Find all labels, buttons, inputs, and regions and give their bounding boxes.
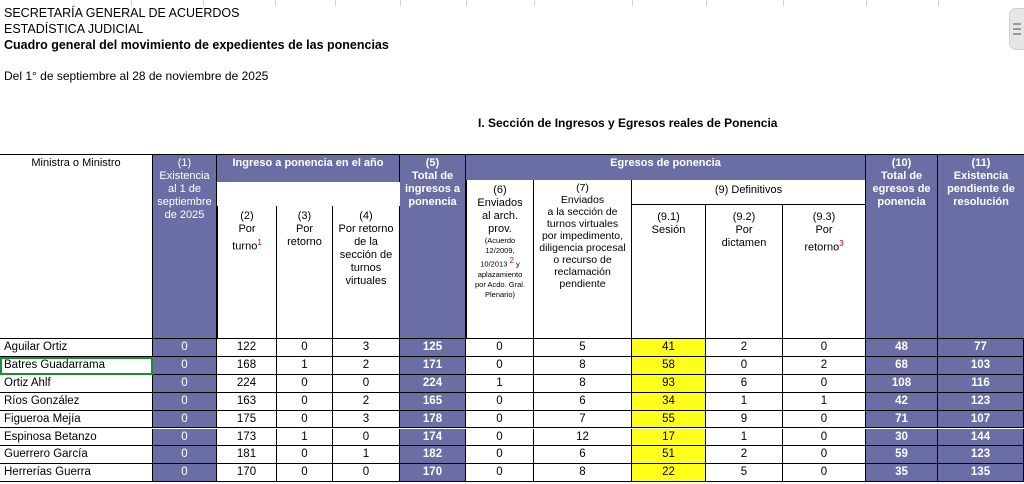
value-cell[interactable]: 0 (466, 464, 534, 482)
header-egresos-label: Egresos de ponencia (610, 157, 721, 169)
value-cell[interactable]: 144 (938, 429, 1024, 447)
header-archivo-note: (Acuerdo (484, 236, 516, 245)
header-enviados-virtuales (534, 180, 632, 339)
value-cell[interactable]: 35 (866, 464, 938, 482)
value-cell[interactable]: 123 (938, 446, 1024, 464)
header-por-retorno-line: retorno (287, 236, 322, 248)
value-cell[interactable]: 0 (466, 393, 534, 411)
value-cell[interactable]: 34 (632, 393, 706, 411)
header-existencia-pendiente-line: pendiente de (947, 183, 1015, 195)
value-cell[interactable]: 0 (153, 446, 217, 464)
header-retorno-virtuales-line: (4) (359, 210, 373, 222)
header-existencia (153, 154, 217, 339)
header-enviados-virtuales-line: a la sección de (547, 206, 618, 218)
header-line-2: ESTADÍSTICA JUDICIAL (4, 22, 144, 36)
value-cell[interactable]: 0 (153, 429, 217, 447)
value-cell[interactable]: 175 (217, 411, 277, 429)
header-retorno-virtuales (333, 206, 400, 339)
value-cell[interactable]: 71 (866, 411, 938, 429)
value-cell[interactable]: 55 (632, 411, 706, 429)
value-cell[interactable]: 42 (866, 393, 938, 411)
header-enviados-virtuales-line: pendiente (559, 278, 606, 290)
value-cell[interactable]: 5 (534, 339, 632, 357)
header-total-ingresos (400, 154, 466, 339)
value-cell[interactable]: 41 (632, 339, 706, 357)
header-archivo-provisional (466, 180, 534, 339)
report-period: Del 1° de septiembre al 28 de noviembre de 2025 (4, 69, 269, 83)
value-cell[interactable]: 51 (632, 446, 706, 464)
header-retorno-virtuales-line: Por retorno (338, 223, 394, 235)
header-total-ingresos-line: Total de (411, 170, 454, 182)
header-existencia-line: septiembre (157, 196, 212, 208)
value-cell[interactable]: 0 (277, 339, 333, 357)
header-existencia-line: (1) (177, 157, 192, 169)
value-cell[interactable]: 163 (217, 393, 277, 411)
value-cell[interactable]: 170 (400, 464, 466, 482)
header-archivo-note-tail: y (513, 259, 520, 269)
data-table (0, 154, 1024, 484)
value-cell[interactable]: 173 (217, 429, 277, 447)
value-cell[interactable]: 1 (706, 429, 783, 447)
value-cell[interactable]: 0 (466, 339, 534, 357)
header-retorno-definitivo (783, 205, 866, 339)
value-cell[interactable]: 6 (706, 375, 783, 393)
value-cell[interactable]: 181 (217, 446, 277, 464)
header-archivo-note: aplazamiento (477, 269, 523, 279)
value-cell[interactable]: 0 (333, 429, 400, 447)
value-cell[interactable]: 0 (783, 375, 866, 393)
header-archivo-provisional-line: (6) (493, 184, 507, 196)
value-cell[interactable]: 135 (938, 464, 1024, 482)
header-total-egresos-line: (10) (891, 157, 912, 169)
header-ingreso-group (217, 154, 400, 182)
header-definitivos-label: (9) Definitivos (714, 184, 783, 196)
header-enviados-virtuales-line: o recurso de (553, 254, 612, 266)
footnote-2-marker: 2 (509, 256, 514, 265)
value-cell[interactable]: 1 (333, 446, 400, 464)
value-cell[interactable]: 8 (534, 375, 632, 393)
value-cell[interactable]: 165 (400, 393, 466, 411)
value-cell[interactable]: 1 (706, 393, 783, 411)
section-title: I. Sección de Ingresos y Egresos reales de Ponencia (478, 116, 778, 130)
header-existencia-line: de 2025 (164, 209, 205, 221)
value-cell[interactable]: 2 (706, 446, 783, 464)
header-enviados-virtuales-line: turnos virtuales (546, 218, 619, 230)
header-dictamen (706, 205, 783, 339)
value-cell[interactable]: 8 (534, 357, 632, 375)
header-total-egresos (866, 154, 938, 339)
header-archivo-provisional-line: prov. (488, 223, 512, 235)
header-archivo-note: Plenario) (484, 289, 515, 299)
header-existencia-line: al 1 de (167, 183, 202, 195)
value-cell[interactable]: 168 (217, 357, 277, 375)
header-por-retorno (277, 206, 333, 339)
minister-name-cell[interactable]: Espinosa Betanzo (0, 429, 153, 447)
footnote-3-marker: 3 (839, 239, 844, 248)
value-cell[interactable]: 0 (466, 357, 534, 375)
value-cell[interactable]: 116 (938, 375, 1024, 393)
value-cell[interactable]: 2 (783, 357, 866, 375)
value-cell[interactable]: 1 (277, 429, 333, 447)
value-cell[interactable]: 12 (534, 429, 632, 447)
value-cell[interactable]: 68 (866, 357, 938, 375)
value-cell[interactable]: 0 (466, 429, 534, 447)
value-cell[interactable]: 0 (333, 375, 400, 393)
header-archivo-note: por Acdo. Gral. (474, 279, 526, 289)
value-cell[interactable]: 0 (706, 357, 783, 375)
value-cell[interactable]: 125 (400, 339, 466, 357)
header-minister-label: Ministra o Ministro (31, 157, 121, 169)
minister-name-cell[interactable]: Batres Guadarrama (0, 357, 153, 375)
value-cell[interactable]: 0 (277, 393, 333, 411)
footnote-1-marker: 1 (257, 238, 262, 247)
value-cell[interactable]: 58 (632, 357, 706, 375)
value-cell[interactable]: 93 (632, 375, 706, 393)
value-cell[interactable]: 0 (277, 464, 333, 482)
value-cell[interactable]: 1 (277, 357, 333, 375)
value-cell[interactable]: 171 (400, 357, 466, 375)
header-archivo-note: 10/2013 2 y (480, 256, 520, 269)
header-enviados-virtuales-line: reclamación (554, 266, 611, 278)
value-cell[interactable]: 0 (277, 375, 333, 393)
value-cell[interactable]: 0 (783, 446, 866, 464)
header-ingreso-label: Ingreso a ponencia en el año (232, 157, 384, 169)
value-cell[interactable]: 3 (333, 411, 400, 429)
value-cell[interactable]: 0 (277, 446, 333, 464)
header-retorno-definitivo-l1: Por (815, 224, 833, 236)
value-cell[interactable]: 123 (938, 393, 1024, 411)
value-cell[interactable]: 9 (706, 411, 783, 429)
value-cell[interactable]: 0 (153, 464, 217, 482)
minister-name-cell[interactable]: Ríos González (0, 393, 153, 411)
value-cell[interactable]: 0 (466, 411, 534, 429)
value-cell[interactable]: 5 (706, 464, 783, 482)
header-retorno-virtuales-line: virtuales (345, 275, 387, 287)
value-cell[interactable]: 0 (153, 357, 217, 375)
value-cell[interactable]: 224 (217, 375, 277, 393)
header-por-turno-l2: turno$^1$ (232, 238, 262, 253)
value-cell[interactable]: 2 (706, 339, 783, 357)
value-cell[interactable]: 3 (333, 339, 400, 357)
header-total-egresos-line: Total de (880, 170, 923, 182)
header-total-ingresos-line: (5) (425, 157, 440, 169)
header-dictamen-line: dictamen (721, 237, 767, 249)
header-sesion (632, 205, 706, 339)
value-cell[interactable]: 0 (153, 339, 217, 357)
value-cell[interactable]: 182 (400, 446, 466, 464)
header-por-turno-num: (2) (240, 210, 254, 222)
minister-name-cell[interactable]: Ortiz Ahlf (0, 375, 153, 393)
header-existencia-pendiente-line: resolución (953, 196, 1009, 208)
value-cell[interactable]: 22 (632, 464, 706, 482)
value-cell[interactable]: 0 (466, 446, 534, 464)
header-retorno-definitivo-num: (9.3) (812, 211, 836, 223)
header-por-retorno-line: Por (295, 223, 314, 235)
value-cell[interactable]: 224 (400, 375, 466, 393)
header-por-turno (217, 206, 277, 339)
value-cell[interactable]: 77 (938, 339, 1024, 357)
value-cell[interactable]: 30 (866, 429, 938, 447)
header-retorno-virtuales-line: sección de (339, 249, 393, 261)
scroll-handle[interactable] (1009, 8, 1024, 50)
value-cell[interactable]: 17 (632, 429, 706, 447)
value-cell[interactable]: 174 (400, 429, 466, 447)
header-enviados-virtuales-line: diligencia procesal (539, 242, 626, 254)
header-minister (0, 154, 153, 339)
header-existencia-pendiente-line: (11) (971, 157, 991, 169)
value-cell[interactable]: 2 (333, 357, 400, 375)
value-cell[interactable]: 178 (400, 411, 466, 429)
header-archivo-note: 12/2009, (485, 246, 515, 255)
value-cell[interactable]: 7 (534, 411, 632, 429)
value-cell[interactable]: 170 (217, 464, 277, 482)
header-dictamen-line: (9.2) (732, 211, 756, 223)
value-cell[interactable]: 48 (866, 339, 938, 357)
value-cell[interactable]: 0 (333, 464, 400, 482)
minister-name-cell[interactable]: Guerrero García (0, 446, 153, 464)
header-total-ingresos-line: ponencia (408, 196, 457, 208)
header-sesion-line: Sesión (651, 224, 686, 236)
value-cell[interactable]: 0 (783, 464, 866, 482)
value-cell[interactable]: 0 (783, 411, 866, 429)
header-line-1: SECRETARÍA GENERAL DE ACUERDOS (4, 6, 240, 20)
header-total-egresos-line: ponencia (877, 196, 926, 208)
header-dictamen-line: Por (735, 224, 753, 236)
value-cell[interactable]: 6 (534, 446, 632, 464)
report-title: Cuadro general del movimiento de expedientes de las ponencias (4, 38, 389, 52)
value-cell[interactable]: 0 (277, 411, 333, 429)
value-cell[interactable]: 103 (938, 357, 1024, 375)
minister-name-cell[interactable]: Aguilar Ortiz (0, 339, 153, 357)
header-egresos-group (466, 154, 866, 180)
header-retorno-virtuales-line: turnos (350, 262, 382, 274)
value-cell[interactable]: 0 (783, 339, 866, 357)
header-por-turno-l1: Por (238, 223, 256, 235)
value-cell[interactable]: 122 (217, 339, 277, 357)
header-enviados-virtuales-line: por impedimento, (541, 230, 624, 242)
value-cell[interactable]: 8 (534, 464, 632, 482)
header-por-retorno-line: (3) (297, 210, 312, 222)
header-archivo-provisional-line: al arch. (481, 210, 519, 222)
value-cell[interactable]: 1 (783, 393, 866, 411)
header-enviados-virtuales-line: (7) (576, 182, 589, 194)
header-retorno-definitivo-l2: retorno$^3$ (804, 239, 844, 254)
header-total-ingresos-line: ingresos a (404, 183, 461, 195)
value-cell[interactable]: 107 (938, 411, 1024, 429)
value-cell[interactable]: 0 (153, 375, 217, 393)
value-cell[interactable]: 2 (333, 393, 400, 411)
header-existencia-pendiente (938, 154, 1024, 339)
value-cell[interactable]: 6 (534, 393, 632, 411)
minister-name-cell[interactable]: Herrerías Guerra (0, 464, 153, 482)
value-cell[interactable]: 59 (866, 446, 938, 464)
header-enviados-virtuales-line: Enviados (560, 194, 605, 206)
header-existencia-pendiente-line: Existencia (953, 170, 1009, 182)
value-cell[interactable]: 0 (783, 429, 866, 447)
header-total-egresos-line: egresos de (872, 183, 931, 195)
header-sesion-line: (9.1) (657, 211, 680, 223)
header-retorno-virtuales-line: de la (354, 236, 378, 248)
header-existencia-line: Existencia (159, 170, 210, 182)
value-cell[interactable]: 0 (153, 393, 217, 411)
minister-name-cell[interactable]: Figueroa Mejía (0, 411, 153, 429)
header-definitivos (632, 180, 866, 205)
value-cell[interactable]: 108 (866, 375, 938, 393)
header-archivo-provisional-line: Enviados (477, 197, 523, 209)
value-cell[interactable]: 1 (466, 375, 534, 393)
value-cell[interactable]: 0 (153, 411, 217, 429)
